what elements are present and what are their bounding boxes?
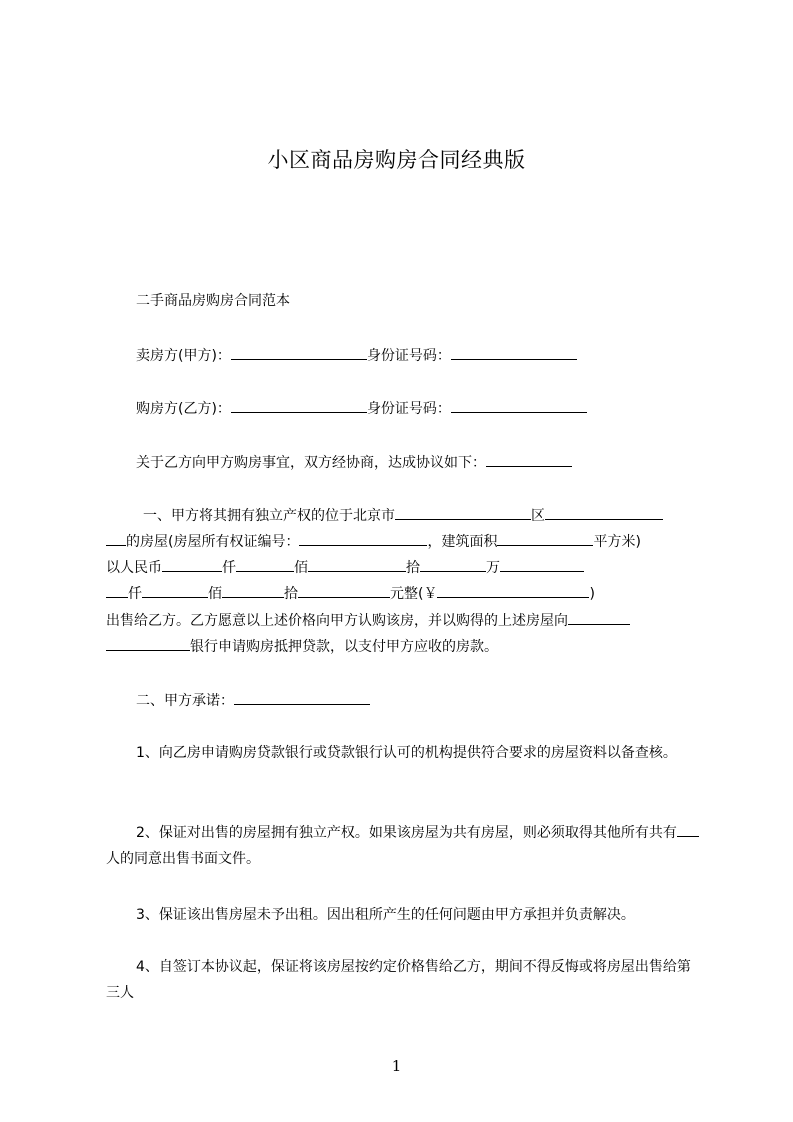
clause1-line1 [143,505,663,526]
document-title: 小区商品房购房合同经典版 [267,148,526,172]
city-blank [395,505,531,520]
district-blank [545,505,663,520]
price-blank-3 [308,557,406,572]
item-2 [106,820,700,872]
buyer-name-blank [231,398,367,413]
clause1-text-3: 的房屋(房屋所有权证编号： [126,534,300,550]
unit-qian-1: 仟 [222,560,236,576]
area-blank [497,531,593,546]
clause2-line [136,690,370,711]
bank-blank-2 [106,636,190,651]
area-unit: 平方米) [593,534,641,550]
certificate-blank [299,531,427,546]
price-blank-7 [142,583,208,598]
amount-figure-blank [437,583,589,598]
item-3: 3、保证该出售房屋未予出租。因出租所产生的任何问题由甲方承担并负责解决。 [136,907,635,923]
buyer-id-blank [451,398,587,413]
clause1-text-1: 一、甲方将其拥有独立产权的位于北京市 [143,508,395,524]
clause1-line4 [106,583,595,604]
buyer-label: 购房方(乙方)： [136,401,231,417]
bank-blank-1 [568,610,630,625]
intro-line [136,452,572,473]
clause1-text-16: 出售给乙方。乙方愿意以上述价格向甲方认购该房，并以购得的上述房屋向 [106,613,568,629]
price-blank-1 [162,557,222,572]
clause1-line6 [106,636,498,657]
district-label: 区 [531,508,545,524]
seller-id-label: 身份证号码： [366,348,451,364]
price-blank-8 [222,583,284,598]
area-label: ，建筑面积 [427,534,498,550]
unit-bai-2: 佰 [208,586,222,602]
address-blank [106,531,126,546]
clause1-line3 [106,557,584,578]
item-1: 1、向乙房申请购房贷款银行或贷款银行认可的机构提供符合要求的房屋资料以备查核。 [136,745,677,761]
clause1-line5 [106,610,630,631]
price-blank-6 [106,583,128,598]
price-blank-2 [236,557,294,572]
unit-wan: 万 [486,560,500,576]
seller-line [136,345,577,366]
close-paren: ) [589,586,595,602]
clause2-label: 二、甲方承诺： [136,693,234,709]
seller-label: 卖房方(甲方)： [136,348,231,364]
clause1-text-17: 银行申请购房抵押贷款，以支付甲方应收的房款。 [190,639,498,655]
unit-shi-2: 拾 [284,586,298,602]
seller-id-blank [451,345,577,360]
buyer-id-label: 身份证号码： [366,401,451,417]
clause2-blank [234,690,370,705]
unit-qian-2: 仟 [128,586,142,602]
price-blank-4 [420,557,486,572]
co-owner-blank [677,822,699,837]
item-2-text-a: 2、保证对出售的房屋拥有独立产权。如果该房屋为共有房屋，则必须取得其他所有共有 [136,825,677,841]
intro-blank [486,452,572,467]
item-4: 4、自签订本协议起，保证将该房屋按约定价格售给乙方，期间不得反悔或将房屋出售给第三人 [106,959,691,1001]
yuan-label: 元整(￥ [390,586,438,602]
price-blank-9 [298,583,390,598]
price-label: 以人民币 [106,560,162,576]
item-2-text-b: 人的同意出售书面文件。 [106,851,260,867]
intro-text: 关于乙方向甲方购房事宜，双方经协商，达成协议如下： [136,455,486,471]
page-number: 1 [391,1057,402,1075]
unit-bai-1: 佰 [294,560,308,576]
seller-name-blank [231,345,367,360]
clause1-line2 [106,531,641,552]
subtitle: 二手商品房购房合同范本 [136,293,290,309]
price-blank-5 [500,557,584,572]
unit-shi-1: 拾 [406,560,420,576]
buyer-line [136,398,587,419]
